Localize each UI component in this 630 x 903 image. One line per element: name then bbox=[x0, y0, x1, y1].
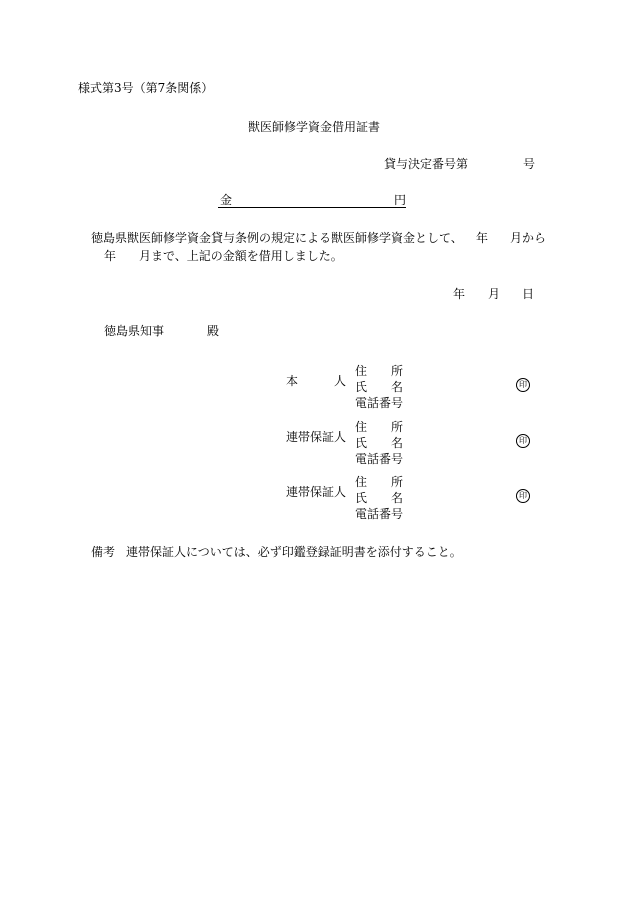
party-phone-label: 電話番号 bbox=[355, 507, 404, 521]
party-address-label: 住 所 bbox=[355, 475, 404, 489]
party-address-label: 住 所 bbox=[355, 364, 404, 378]
addressee-name: 徳島県知事 bbox=[104, 324, 165, 338]
date-month: 月 bbox=[488, 287, 501, 301]
body-year: 年 bbox=[476, 231, 489, 245]
document-title: 獣医師修学資金借用証書 bbox=[248, 120, 381, 134]
seal-icon: 印 bbox=[516, 434, 530, 448]
date-day: 日 bbox=[522, 287, 535, 301]
seal-icon: 印 bbox=[516, 489, 530, 503]
amount-prefix: 金 bbox=[220, 193, 233, 207]
party-role: 連帯保証人 bbox=[286, 485, 347, 499]
party-phone-label: 電話番号 bbox=[355, 396, 404, 410]
body-line1: 徳島県獣医師修学資金貸与条例の規定による獣医師修学資金として、 bbox=[91, 231, 463, 245]
party-phone-label: 電話番号 bbox=[355, 452, 404, 466]
party-address-label: 住 所 bbox=[355, 420, 404, 434]
addressee-honorific: 殿 bbox=[207, 324, 220, 338]
party-role: 連帯保証人 bbox=[286, 430, 347, 444]
form-number: 様式第3号（第7条関係） bbox=[78, 81, 214, 95]
body-month-from: 月から bbox=[510, 231, 547, 245]
note-label: 備考 bbox=[91, 545, 116, 559]
party-name-label: 氏 名 bbox=[355, 380, 404, 394]
party-name-label: 氏 名 bbox=[355, 436, 404, 450]
decision-number-prefix: 貸与決定番号第 bbox=[384, 157, 469, 171]
note-text: 連帯保証人については、必ず印鑑登録証明書を添付すること。 bbox=[126, 545, 462, 559]
party-role: 本 人 bbox=[286, 374, 347, 388]
seal-icon: 印 bbox=[516, 378, 530, 392]
amount-underline bbox=[218, 207, 406, 208]
body-line2-rest: 月まで、上記の金額を借用しました。 bbox=[139, 249, 343, 263]
decision-number-suffix: 号 bbox=[523, 157, 536, 171]
amount-suffix: 円 bbox=[394, 193, 407, 207]
date-year: 年 bbox=[453, 287, 466, 301]
body-line2-year: 年 bbox=[104, 249, 117, 263]
party-name-label: 氏 名 bbox=[355, 491, 404, 505]
